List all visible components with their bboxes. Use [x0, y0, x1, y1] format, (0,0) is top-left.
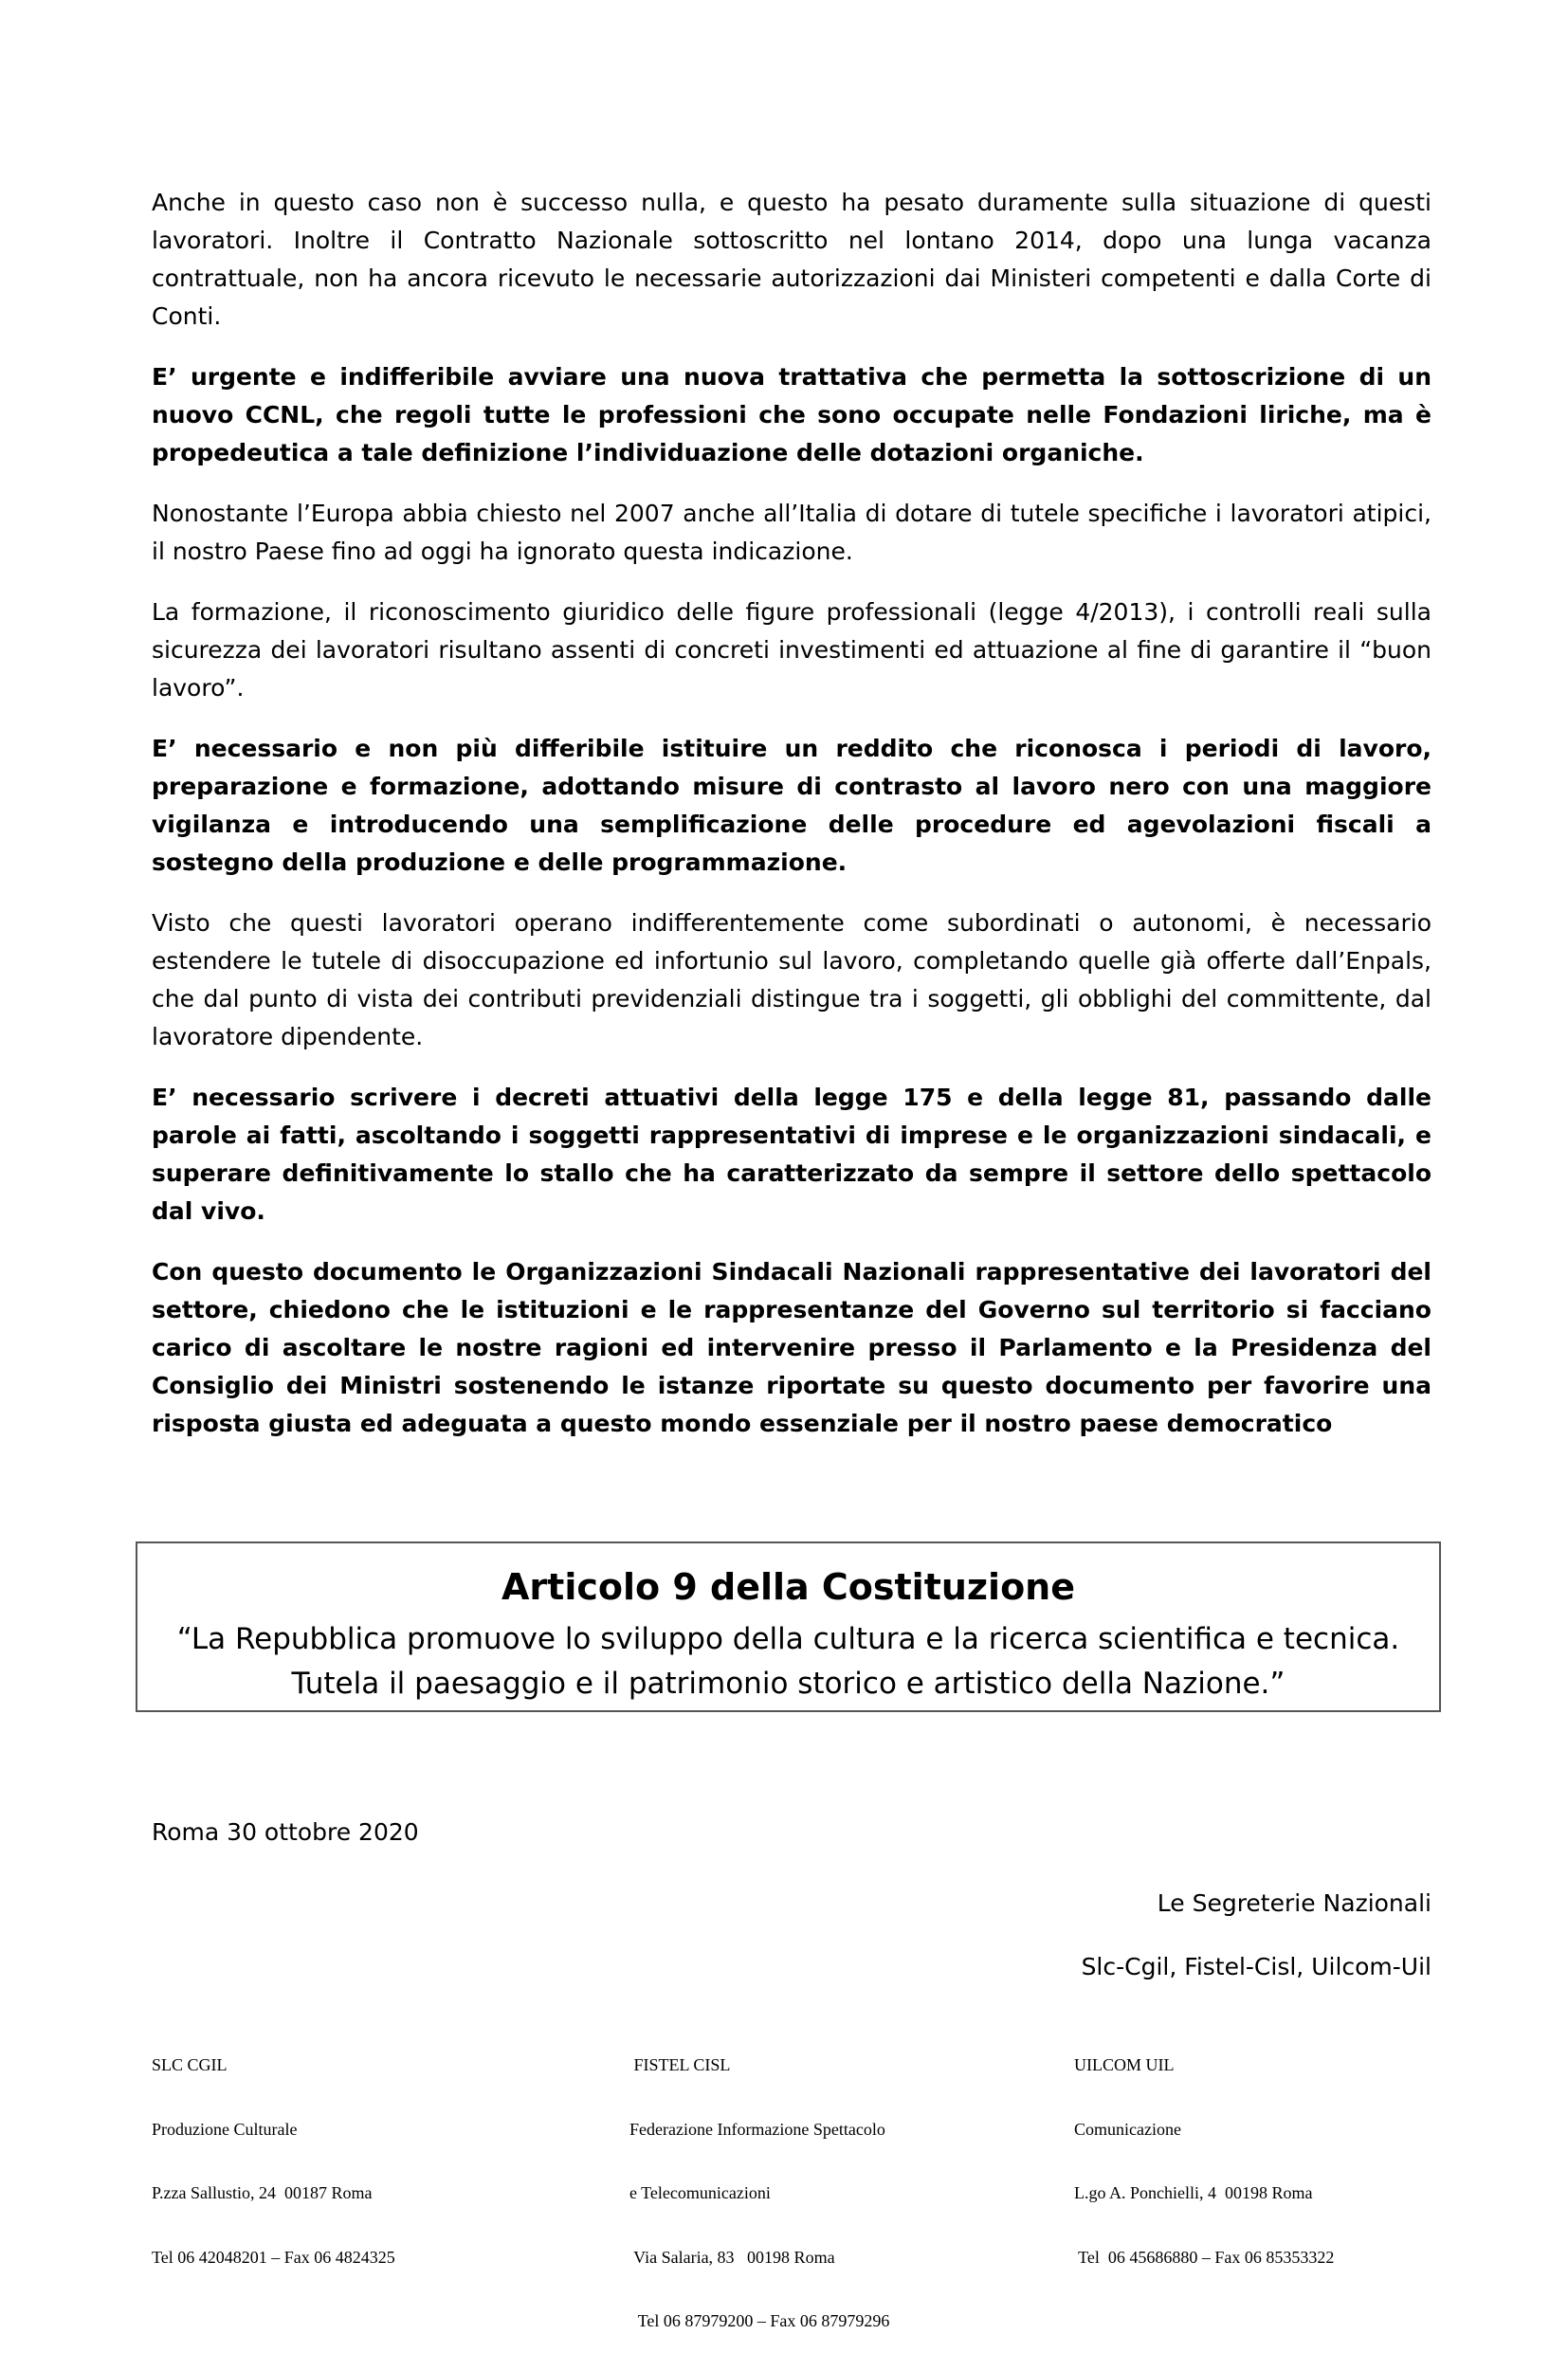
- paragraph-7-bold: E’ necessario scrivere i decreti attuativi della legge 175 e della legge 81, passando dalle parole ai fatti, ascoltando i soggetti rappresentativi di imprese e le organizzazioni sindacali, e superare definitivamente lo stallo che ha caratterizzato da sempre il settore dello spettacolo dal vivo.: [152, 1084, 1431, 1225]
- paragraph-4: La formazione, il riconoscimento giuridico delle figure professionali (legge 4/2013), i controlli reali sulla sicurezza dei lavoratori risultano assenti di concreti investimenti ed attuazione al fine di garantire il “buon lavoro”.: [152, 598, 1431, 702]
- footer-uilcom-line: Tel 06 45686880 – Fax 06 85353322: [1074, 2247, 1335, 2267]
- article-box: [136, 1541, 1441, 1712]
- paragraph-1: Anche in questo caso non è successo nulla, e questo ha pesato duramente sulla situazione di questi lavoratori. Inoltre il Contratto Nazionale sottoscritto nel lontano 2014, dopo una lunga vacanza contrattuale, non ha ancora ricevuto le necessarie autorizzazioni dai Ministeri competenti e dalla Corte di Conti.: [152, 189, 1431, 330]
- signature-line-1: Le Segreterie Nazionali: [1157, 1889, 1431, 1917]
- footer-fistel-line: Via Salaria, 83 00198 Roma: [629, 2247, 835, 2267]
- footer-slc-line: Produzione Culturale: [152, 2119, 298, 2139]
- paragraph-6: Visto che questi lavoratori operano indifferentemente come subordinati o autonomi, è necessario estendere le tutele di disoccupazione ed infortunio sul lavoro, completando quelle già offerte dall’Enpals, che dal punto di vista dei contributi previdenziali distingue tra i soggetti, gli obblighi del committente, dal lavoratore dipendente.: [152, 909, 1431, 1050]
- paragraph-3: Nonostante l’Europa abbia chiesto nel 2007 anche all’Italia di dotare di tutele specifiche i lavoratori atipici, il nostro Paese fino ad oggi ha ignorato questa indicazione.: [152, 500, 1431, 565]
- footer-uilcom-uil: [1074, 2012, 1334, 2289]
- footer-fistel-line: e Telecomunicazioni: [629, 2183, 771, 2202]
- footer-fistel-line: Federazione Informazione Spettacolo: [629, 2119, 885, 2139]
- paragraph-8-bold: Con questo documento le Organizzazioni Sindacali Nazionali rappresentative dei lavoratori del settore, chiedono che le istituzioni e le rappresentanze del Governo sul territorio si facciano carico di ascoltare le nostre ragioni ed intervenire presso il Parlamento e la Presidenza del Consiglio dei Ministri sostenendo le istanze riportate su questo documento per favorire una risposta giusta ed adeguata a questo mondo essenziale per il nostro paese democratico: [152, 1258, 1431, 1437]
- footer-fistel-cisl: [629, 2012, 889, 2353]
- footer-uilcom-line: L.go A. Ponchielli, 4 00198 Roma: [1074, 2183, 1313, 2202]
- document-body: [152, 184, 1431, 1466]
- footer-slc-line: Tel 06 42048201 – Fax 06 4824325: [152, 2247, 395, 2267]
- article-quote-line-1: “La Repubblica promuove lo sviluppo della cultura e la ricerca scientifica e tecnica.: [176, 1622, 1400, 1656]
- signature-line-2: Slc-Cgil, Fistel-Cisl, Uilcom-Uil: [1081, 1953, 1431, 1980]
- document-date: Roma 30 ottobre 2020: [152, 1818, 419, 1846]
- footer-slc-line: P.zza Sallustio, 24 00187 Roma: [152, 2183, 373, 2202]
- footer-slc-line: SLC CGIL: [152, 2055, 228, 2074]
- footer-slc-cgil: [152, 2012, 395, 2289]
- footer-uilcom-line: UILCOM UIL: [1074, 2055, 1175, 2074]
- footer-fistel-line: Tel 06 87979200 – Fax 06 87979296: [629, 2311, 890, 2330]
- article-quote: [137, 1617, 1439, 1706]
- footer-uilcom-line: Comunicazione: [1074, 2119, 1181, 2139]
- paragraph-2-bold: E’ urgente e indifferibile avviare una nuova trattativa che permetta la sottoscrizione di un nuovo CCNL, che regoli tutte le professioni che sono occupate nelle Fondazioni liriche, ma è propedeutica a tale definizione l’individuazione delle dotazioni organiche.: [152, 363, 1431, 466]
- article-quote-line-2: Tutela il paesaggio e il patrimonio storico e artistico della Nazione.”: [291, 1667, 1285, 1701]
- article-title: Articolo 9 della Costituzione: [501, 1566, 1075, 1608]
- paragraph-5-bold: E’ necessario e non più differibile istituire un reddito che riconosca i periodi di lavoro, preparazione e formazione, adottando misure di contrasto al lavoro nero con una maggiore vigilanza e introducendo una semplificazione delle procedure ed agevolazioni fiscali a sostegno della produzione e delle programmazione.: [152, 735, 1431, 876]
- footer-fistel-line: FISTEL CISL: [629, 2055, 731, 2074]
